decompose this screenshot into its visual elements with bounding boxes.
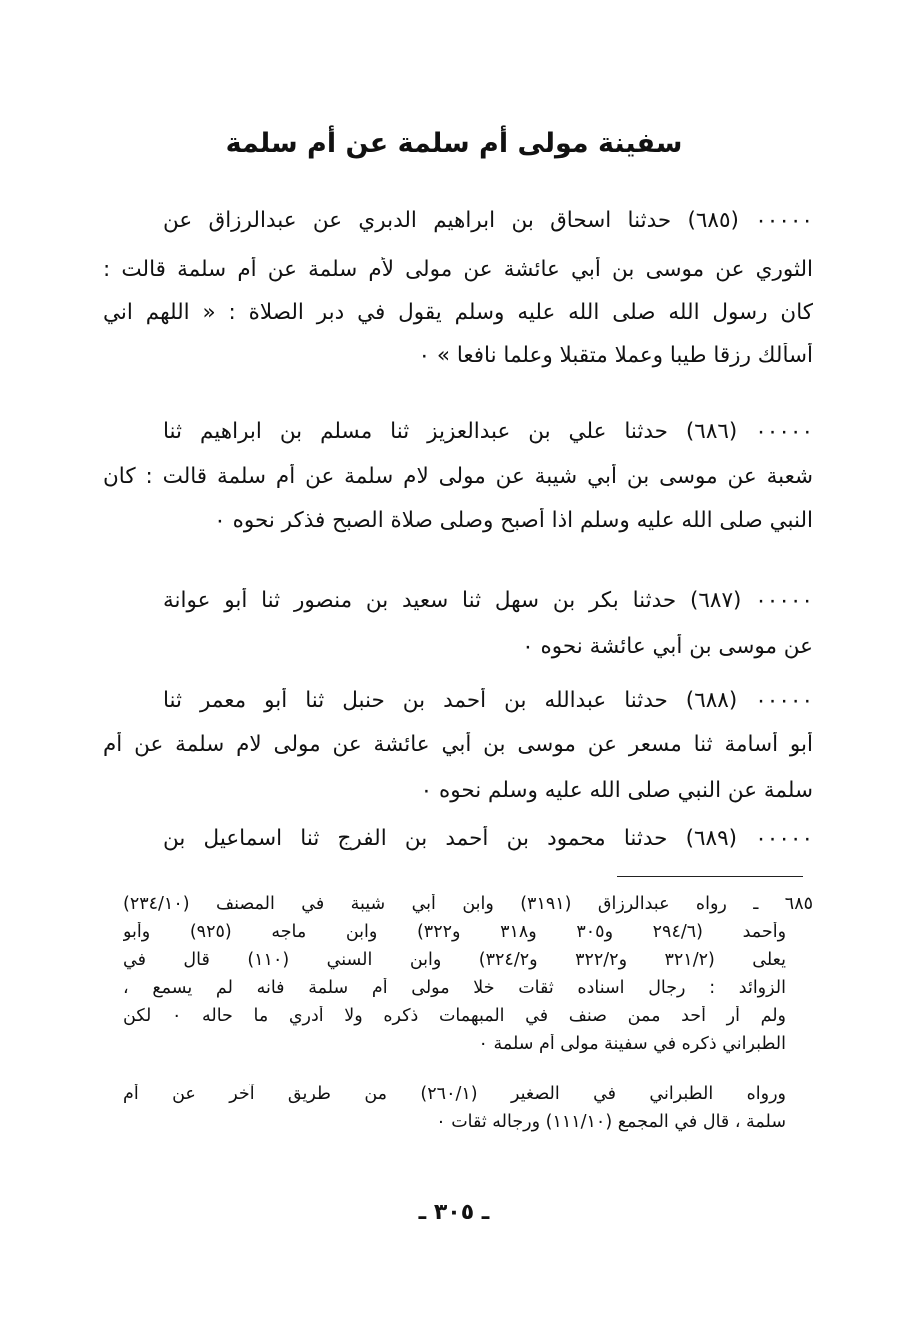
hadith-688-line-1: ٠٠٠٠٠ (٦٨٨) حدثنا عبدالله بن أحمد بن حنبل ثنا أبو معمر ثنا — [163, 688, 813, 713]
hadith-687-line-1: ٠٠٠٠٠ (٦٨٧) حدثنا بكر بن سهل ثنا سعيد بن منصور ثنا أبو عوانة — [163, 588, 813, 613]
footnote-line-2: وأحمد (٢٩٤/٦ و٣٠٥ و٣١٨ و٣٢٢) وابن ماجه (٩٢٥) وأبو — [123, 922, 786, 942]
footnote-line-1: ٦٨٥ ـ رواه عبدالرزاق (٣١٩١) وابن أبي شيبة في المصنف (٢٣٤/١٠) — [123, 894, 813, 914]
page-title: سفينة مولى أم سلمة عن أم سلمة — [225, 128, 683, 159]
page-number: ـ ٣٠٥ ـ — [418, 1200, 490, 1225]
footnote-line-4: الزوائد : رجال اسناده ثقات خلا مولى أم سلمة فانه لم يسمع ، — [123, 978, 786, 998]
footnote-line-3: يعلى (٣٢١/٢ و٣٢٢/٢ و٣٢٤/٢) وابن السني (١١٠) قال في — [123, 950, 786, 970]
hadith-685-line-4: أسألك رزقا طيبا وعملا متقبلا وعلما نافعا » ٠ — [418, 343, 813, 368]
footnote-line-6: الطبراني ذكره في سفينة مولى أم سلمة ٠ — [478, 1034, 786, 1054]
footnote-line-5: ولم أر أحد ممن صنف في المبهمات ذكره ولا أدري ما حاله ٠ لكن — [123, 1006, 786, 1026]
footnote-line-8: سلمة ، قال في المجمع (١١١/١٠) ورجاله ثقات ٠ — [436, 1112, 786, 1132]
hadith-685-line-1: ٠٠٠٠٠ (٦٨٥) حدثنا اسحاق بن ابراهيم الدبري عن عبدالرزاق عن — [163, 208, 813, 233]
hadith-685-line-2: الثوري عن موسى بن أبي عائشة عن مولى لأم سلمة عن أم سلمة قالت : — [103, 257, 813, 282]
hadith-686-line-2: شعبة عن موسى بن أبي شيبة عن مولى لام سلمة عن أم سلمة قالت : كان — [103, 464, 813, 489]
hadith-689-line-1: ٠٠٠٠٠ (٦٨٩) حدثنا محمود بن أحمد بن الفرج ثنا اسماعيل بن — [163, 826, 813, 851]
hadith-686-line-3: النبي صلى الله عليه وسلم اذا أصبح وصلى صلاة الصبح فذكر نحوه ٠ — [214, 508, 813, 533]
hadith-688-line-3: سلمة عن النبي صلى الله عليه وسلم نحوه ٠ — [420, 778, 813, 803]
hadith-688-line-2: أبو أسامة ثنا مسعر عن موسى بن أبي عائشة عن مولى لام سلمة عن أم — [103, 732, 813, 757]
footnote-line-7: ورواه الطبراني في الصغير (٢٦٠/١) من طريق آخر عن أم — [123, 1084, 786, 1104]
hadith-685-line-3: كان رسول الله صلى الله عليه وسلم يقول في دبر الصلاة : « اللهم اني — [103, 300, 813, 325]
footnote-divider — [617, 876, 803, 877]
hadith-687-line-2: عن موسى بن أبي عائشة نحوه ٠ — [522, 634, 813, 659]
hadith-686-line-1: ٠٠٠٠٠ (٦٨٦) حدثنا علي بن عبدالعزيز ثنا مسلم بن ابراهيم ثنا — [163, 419, 813, 444]
